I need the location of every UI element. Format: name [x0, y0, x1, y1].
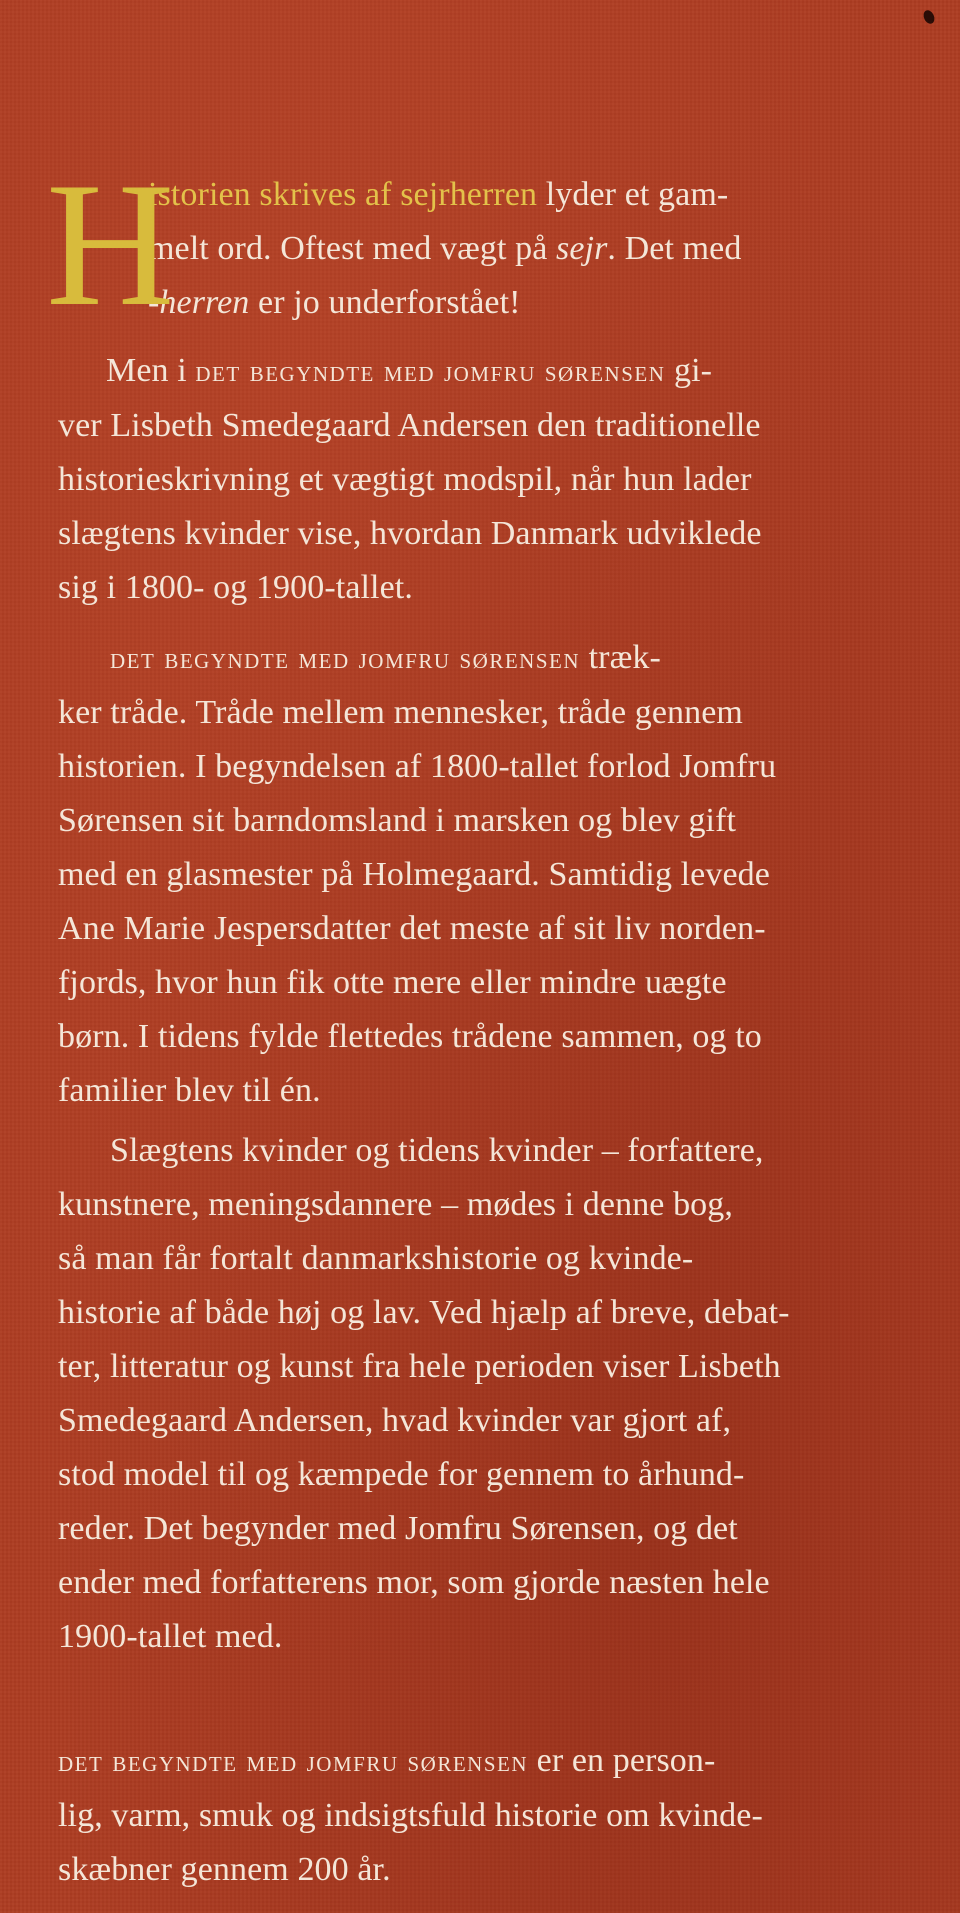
- intro-line-2: [148, 222, 918, 276]
- intro-line-2-b: . Det med: [607, 230, 742, 267]
- p3-line-2: ker tråde. Tråde mellem mennesker, tråde gennem: [58, 694, 743, 731]
- p5-line-1: [58, 1734, 918, 1789]
- p5-line-2: lig, varm, smuk og indsigtsfuld historie om kvinde-: [58, 1797, 763, 1834]
- p3-line-4: Sørensen sit barndomsland i marsken og blev gift: [58, 802, 737, 839]
- intro-line-3: [148, 276, 918, 330]
- intro-line-1: [148, 168, 918, 222]
- blurb-text: [46, 145, 918, 1897]
- book-title-smallcaps: det begyndte med jomfru sørensen: [58, 1745, 529, 1778]
- p3-line-8: børn. I tidens fylde flettedes trådene sammen, og to: [58, 1018, 762, 1055]
- p4-line-5: ter, litteratur og kunst fra hele perioden viser Lisbeth: [58, 1348, 781, 1385]
- p3-line-1-b: træk-: [580, 639, 661, 676]
- paragraph-2: [58, 344, 918, 615]
- p3-line-7: fjords, hvor hun fik otte mere eller mindre uægte: [58, 964, 727, 1001]
- p4-line-10: 1900-tallet med.: [58, 1618, 283, 1655]
- book-title-smallcaps: det begyndte med jomfru sørensen: [110, 642, 581, 675]
- paragraph-intro: [46, 145, 918, 343]
- intro-emphasis-sejr: sejr: [556, 230, 608, 267]
- p4-line-2: kunstnere, meningsdannere – mødes i denne bog,: [58, 1186, 733, 1223]
- p2-line-1: [58, 344, 918, 399]
- p4-line-3: så man får fortalt danmarkshistorie og kvinde-: [58, 1240, 694, 1277]
- p4-line-8: reder. Det begynder med Jomfru Sørensen, og det: [58, 1510, 738, 1547]
- p4-line-4: historie af både høj og lav. Ved hjælp af breve, debat-: [58, 1294, 790, 1331]
- p2-line-5: sig i 1800- og 1900-tallet.: [58, 569, 413, 606]
- p2-line-2: ver Lisbeth Smedegaard Andersen den traditionelle: [58, 407, 761, 444]
- p5-line-3: skæbner gennem 200 år.: [58, 1851, 391, 1888]
- intro-emphasis-herren: -herren: [148, 284, 250, 321]
- p3-line-1: [58, 631, 918, 686]
- ink-spot: [922, 9, 937, 26]
- book-title-smallcaps: det begyndte med jomfru sørensen: [195, 355, 666, 388]
- p2-line-3: historieskrivning et vægtigt modspil, når hun lader: [58, 461, 752, 498]
- p4-line-6: Smedegaard Andersen, hvad kvinder var gjort af,: [58, 1402, 732, 1439]
- intro-line-1-rest: lyder et gam-: [537, 176, 729, 213]
- intro-highlight: istorien skrives af sejrherren: [148, 176, 538, 213]
- p5-line-1-b: er en person-: [528, 1742, 716, 1779]
- p2-line-1-b: gi-: [665, 352, 713, 389]
- p3-line-9: familier blev til én.: [58, 1072, 321, 1109]
- p4-line-7: stod model til og kæmpede for gennem to århund-: [58, 1456, 745, 1493]
- drop-cap: H: [46, 145, 175, 343]
- intro-line-2-a: melt ord. Oftest med vægt på: [148, 230, 556, 267]
- p2-line-4: slægtens kvinder vise, hvordan Danmark udviklede: [58, 515, 762, 552]
- intro-line-3-b: er jo underforstået!: [249, 284, 521, 321]
- paragraph-3: [58, 631, 918, 1118]
- p3-line-3: historien. I begyndelsen af 1800-tallet forlod Jomfru: [58, 748, 777, 785]
- p4-line-1: Slægtens kvinder og tidens kvinder – forfattere,: [110, 1132, 764, 1169]
- paragraph-5: [58, 1734, 918, 1897]
- p4-line-9: ender med forfatterens mor, som gjorde næsten hele: [58, 1564, 770, 1601]
- p3-line-6: Ane Marie Jespersdatter det meste af sit liv norden-: [58, 910, 766, 947]
- p2-line-1-a: Men i: [106, 352, 196, 389]
- paragraph-4: [58, 1124, 918, 1664]
- p3-line-5: med en glasmester på Holmegaard. Samtidig levede: [58, 856, 770, 893]
